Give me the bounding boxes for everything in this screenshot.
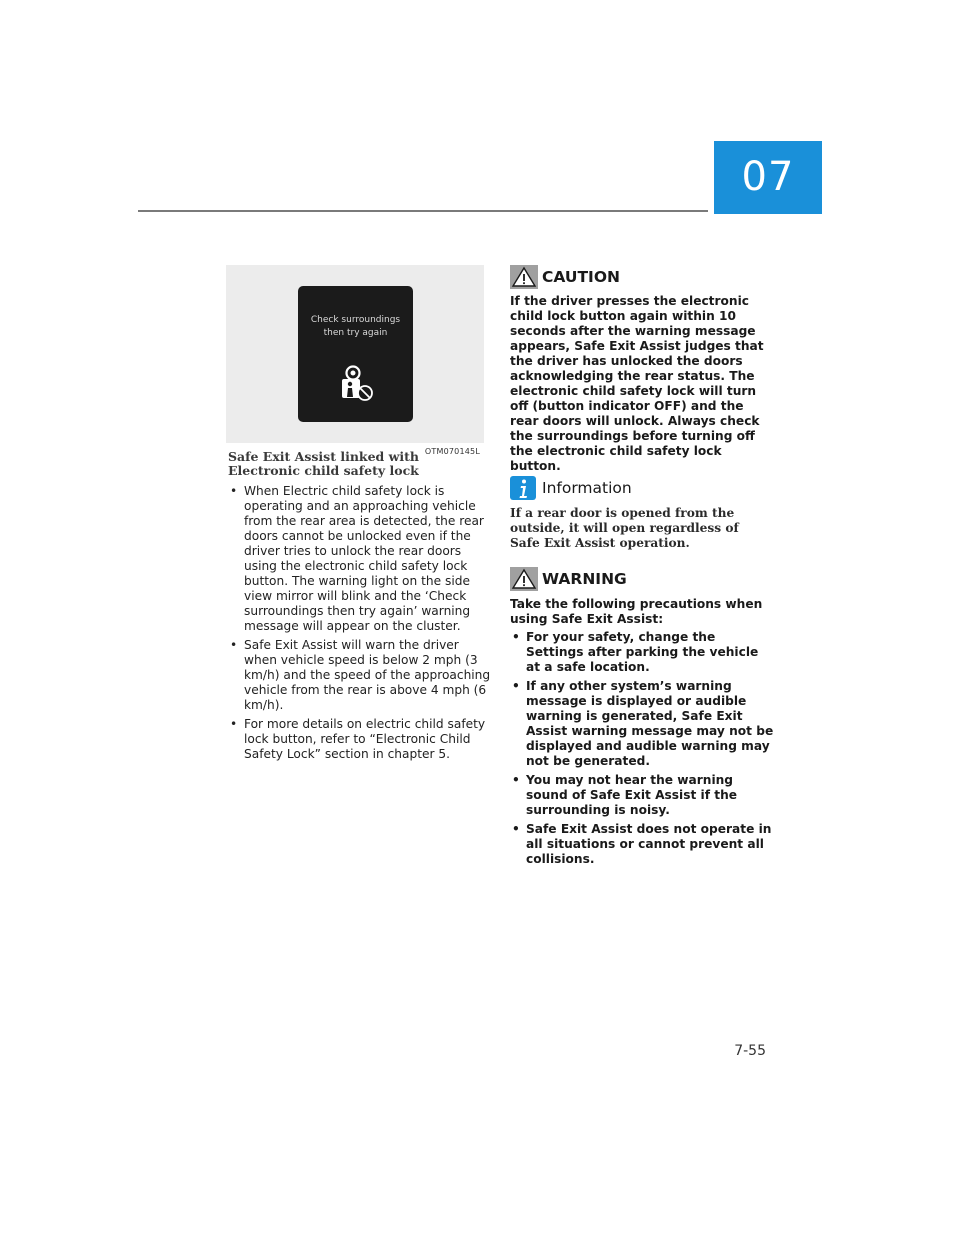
list-item: • If any other system’s warning message is displayed or audible warning is generated, Safe Exit Assist warning message may not be displayed and audible warning may not be generated. [510, 679, 774, 769]
header-rule [138, 210, 708, 212]
child-lock-disabled-icon [338, 364, 374, 402]
left-bullet-list [228, 484, 492, 766]
warning-triangle-icon [510, 567, 538, 591]
page-number: 7-55 [734, 1043, 766, 1059]
info-icon [510, 476, 538, 500]
warning-title [510, 567, 627, 591]
information-text: If a rear door is opened from the outside, it will open regardless of Safe Exit Assist operation. [510, 506, 739, 550]
list-item: • For your safety, change the Settings after parking the vehicle at a safe location. [510, 630, 774, 675]
information-title [510, 476, 632, 500]
section-heading: Safe Exit Assist linked with Electronic child safety lock [228, 449, 420, 478]
information-label: Information [542, 479, 632, 497]
list-item: • Safe Exit Assist does not operate in all situations or cannot prevent all collisions. [510, 822, 774, 867]
figure-code: OTM070145L [424, 447, 480, 456]
caution-title [510, 265, 620, 289]
cluster-warning-message: Check surroundings then try again [310, 315, 401, 338]
list-item: • You may not hear the warning sound of Safe Exit Assist if the surrounding is noisy. [510, 773, 774, 818]
warning-label: WARNING [542, 570, 627, 588]
list-item: • When Electric child safety lock is operating and an approaching vehicle from the rear area is detected, the rear doors cannot be unlocked even if the driver tries to unlock the rear doors using the electronic child safety lock button. The warning light on the side view mirror will blink and the ‘Check surroundings then try again’ warning message will appear on the cluster. [228, 484, 492, 634]
list-item: • For more details on electric child safety lock button, refer to “Electronic Child Safety Lock” section in chapter 5. [228, 717, 492, 762]
chapter-tab: 07 [714, 141, 822, 214]
warning-intro: Take the following precautions when using Safe Exit Assist: [510, 597, 763, 626]
warning-triangle-icon [510, 265, 538, 289]
cluster-screen [298, 286, 413, 422]
warning-bullet-list [510, 630, 774, 871]
caution-text: If the driver presses the electronic child lock button again within 10 seconds after the warning message appears, Safe Exit Assist judges that the driver has unlocked the doors acknowledging the rear status. The electronic child safety lock will turn off (button indicator OFF) and the rear doors will unlock. Always check the surroundings before turning off the electronic child safety lock button. [510, 294, 764, 473]
caution-label: CAUTION [542, 268, 620, 286]
cluster-figure [226, 265, 484, 456]
list-item: • Safe Exit Assist will warn the driver when vehicle speed is below 2 mph (3 km/h) and the speed of the approaching vehicle from the rear is above 4 mph (6 km/h). [228, 638, 492, 713]
